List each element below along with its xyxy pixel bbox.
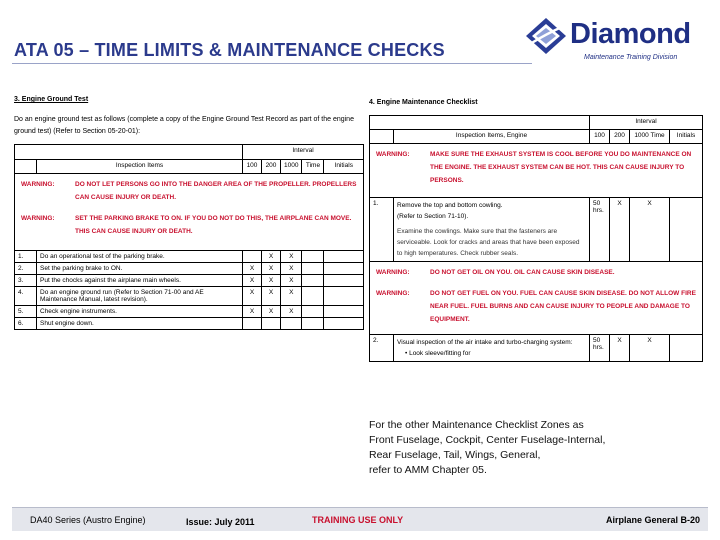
row-200 — [262, 318, 281, 330]
table-row — [15, 287, 364, 306]
footer-series: DA40 Series (Austro Engine) — [30, 515, 146, 525]
col-200-header: 200 — [262, 160, 281, 174]
section-heading: 4. Engine Maintenance Checklist — [369, 99, 478, 106]
table-blank-cell — [15, 145, 243, 160]
row-number: 6. — [15, 318, 37, 330]
row-text-line: • Look sleeve/fitting for — [405, 350, 471, 357]
row-initials — [324, 306, 364, 318]
col-100-header: 100 — [243, 160, 262, 174]
row-initials — [324, 318, 364, 330]
table-row — [15, 263, 364, 275]
num-header — [370, 130, 394, 144]
footer-issue: Issue: July 2011 — [186, 517, 255, 527]
logo-subtitle: Maintenance Training Division — [584, 54, 678, 61]
row-100: X — [610, 335, 630, 362]
warning-block — [15, 174, 364, 251]
logo-wordmark: Diamond — [570, 18, 691, 50]
warning-text: DO NOT GET OIL ON YOU. OIL CAN CAUSE SKIN DISEASE. — [430, 269, 615, 276]
col-1000-header: 1000 — [281, 160, 302, 174]
row-number: 2. — [15, 263, 37, 275]
row-text: Set the parking brake to ON. — [37, 263, 243, 275]
row-200: X — [630, 198, 670, 262]
warning-label: WARNING: — [21, 215, 55, 222]
warning-label: WARNING: — [376, 269, 410, 276]
warning-label: WARNING: — [21, 181, 55, 188]
row-100: X — [243, 306, 262, 318]
diamond-logo-icon — [524, 16, 568, 56]
col-200-header: 200 — [610, 130, 630, 144]
row-200: X — [262, 263, 281, 275]
row-initials — [324, 251, 364, 263]
row-text: Shut engine down. — [37, 318, 243, 330]
row-text — [394, 198, 590, 262]
warning-item — [376, 148, 696, 187]
row-number: 2. — [370, 335, 394, 362]
row-200: X — [630, 335, 670, 362]
warning-item — [21, 212, 357, 238]
table-row — [15, 251, 364, 263]
row-text-line: Visual inspection of the air intake and turbo-charging system: — [397, 339, 573, 346]
row-time: 50 hrs. — [590, 198, 610, 262]
items-header: Inspection Items — [37, 160, 243, 174]
warning-text: MAKE SURE THE EXHAUST SYSTEM IS COOL BEFORE YOU DO MAINTENANCE ON THE ENGINE. THE EXHAUST SYSTEM CAN BE HOT. THIS CAN CAUSE INJURY TO PERSONS. — [430, 151, 692, 184]
row-200: X — [262, 306, 281, 318]
footer-section: Airplane General B-20 — [605, 515, 700, 525]
interval-header: Interval — [590, 116, 703, 130]
row-1000: X — [281, 287, 302, 306]
row-time — [302, 263, 324, 275]
warning-item — [376, 266, 696, 279]
row-text-line: (Refer to Section 71-10). — [397, 213, 469, 220]
row-time: 50 hrs. — [590, 335, 610, 362]
page-title: ATA 05 – TIME LIMITS & MAINTENANCE CHECKS — [14, 40, 445, 60]
col-1000-header: 1000 Time — [630, 130, 670, 144]
row-initials — [670, 198, 703, 262]
row-text: Do an operational test of the parking brake. — [37, 251, 243, 263]
maintenance-checklist-table — [369, 115, 703, 362]
note-line: For the other Maintenance Checklist Zones as — [369, 419, 584, 431]
row-100 — [243, 251, 262, 263]
engine-maintenance-checklist-section — [369, 99, 703, 362]
row-text-line: Remove the top and bottom cowling. — [397, 202, 503, 209]
warning-text: SET THE PARKING BRAKE TO ON. IF YOU DO NOT DO THIS, THE AIRPLANE CAN MOVE. THIS CAN CAUSE INJURY OR DEATH. — [75, 215, 352, 235]
row-1000: X — [281, 306, 302, 318]
row-1000: X — [281, 251, 302, 263]
row-text: Check engine instruments. — [37, 306, 243, 318]
interval-header: Interval — [243, 145, 364, 160]
num-header — [15, 160, 37, 174]
row-100: X — [243, 287, 262, 306]
warning-item — [21, 178, 357, 204]
table-blank-cell — [370, 116, 590, 130]
diamond-logo — [524, 16, 710, 68]
table-row — [15, 275, 364, 287]
row-time — [302, 287, 324, 306]
row-time — [302, 275, 324, 287]
note-line: Rear Fuselage, Tail, Wings, General, — [369, 449, 541, 461]
checklist-note — [369, 418, 605, 478]
engine-ground-test-section — [14, 96, 364, 330]
row-initials — [324, 263, 364, 275]
row-100: X — [610, 198, 630, 262]
row-100: X — [243, 275, 262, 287]
row-text: Put the chocks against the airplane main wheels. — [37, 275, 243, 287]
col-initials-header: Initials — [670, 130, 703, 144]
row-1000: X — [281, 275, 302, 287]
warning-text: DO NOT GET FUEL ON YOU. FUEL CAN CAUSE SKIN DISEASE. DO NOT ALLOW FIRE NEAR FUEL. FUEL BURNS AND CAN CAUSE INJURY TO PEOPLE AND DAMAGE TO EQUIPMENT. — [430, 290, 696, 323]
row-text — [394, 335, 590, 362]
table-row — [15, 318, 364, 330]
row-time — [302, 318, 324, 330]
warning-label: WARNING: — [376, 290, 410, 297]
warning-item — [376, 287, 696, 326]
warning-block — [370, 144, 703, 198]
section-intro: Do an engine ground test as follows (complete a copy of the Engine Ground Test Record as part of the engine ground test) (Refer to Section 05-20-01): — [14, 116, 354, 135]
row-1000 — [281, 318, 302, 330]
row-number: 3. — [15, 275, 37, 287]
warning-text: DO NOT LET PERSONS GO INTO THE DANGER AREA OF THE PROPELLER. PROPELLERS CAN CAUSE INJURY OR DEATH. — [75, 181, 357, 201]
row-1000: X — [281, 263, 302, 275]
warning-block — [370, 262, 703, 335]
section-heading: 3. Engine Ground Test — [14, 96, 89, 103]
table-row — [15, 306, 364, 318]
row-number: 1. — [370, 198, 394, 262]
row-text: Do an engine ground run (Refer to Section 71-00 and AE Maintenance Manual, latest revision). — [37, 287, 243, 306]
table-row — [370, 335, 703, 362]
row-200: X — [262, 275, 281, 287]
ground-test-table — [14, 144, 364, 330]
row-200: X — [262, 287, 281, 306]
row-number: 4. — [15, 287, 37, 306]
footer-bar — [12, 507, 708, 531]
row-number: 5. — [15, 306, 37, 318]
note-line: refer to AMM Chapter 05. — [369, 464, 487, 476]
row-text-line: Examine the cowlings. Make sure that the fasteners are serviceable. Look for cracks and areas that have been exposed to high temperatures. Check rubber seals. — [397, 228, 580, 257]
footer-training-label: TRAINING USE ONLY — [312, 515, 404, 525]
row-200: X — [262, 251, 281, 263]
items-header: Inspection Items, Engine — [394, 130, 590, 144]
col-initials-header: Initials — [324, 160, 364, 174]
table-row — [370, 198, 703, 262]
row-initials — [324, 275, 364, 287]
note-line: Front Fuselage, Cockpit, Center Fuselage-Internal, — [369, 434, 606, 446]
col-100-header: 100 — [590, 130, 610, 144]
row-time — [302, 251, 324, 263]
row-initials — [670, 335, 703, 362]
row-100 — [243, 318, 262, 330]
warning-label: WARNING: — [376, 151, 410, 158]
title-divider — [12, 63, 532, 64]
row-number: 1. — [15, 251, 37, 263]
col-time-header: Time — [302, 160, 324, 174]
row-100: X — [243, 263, 262, 275]
row-initials — [324, 287, 364, 306]
row-time — [302, 306, 324, 318]
